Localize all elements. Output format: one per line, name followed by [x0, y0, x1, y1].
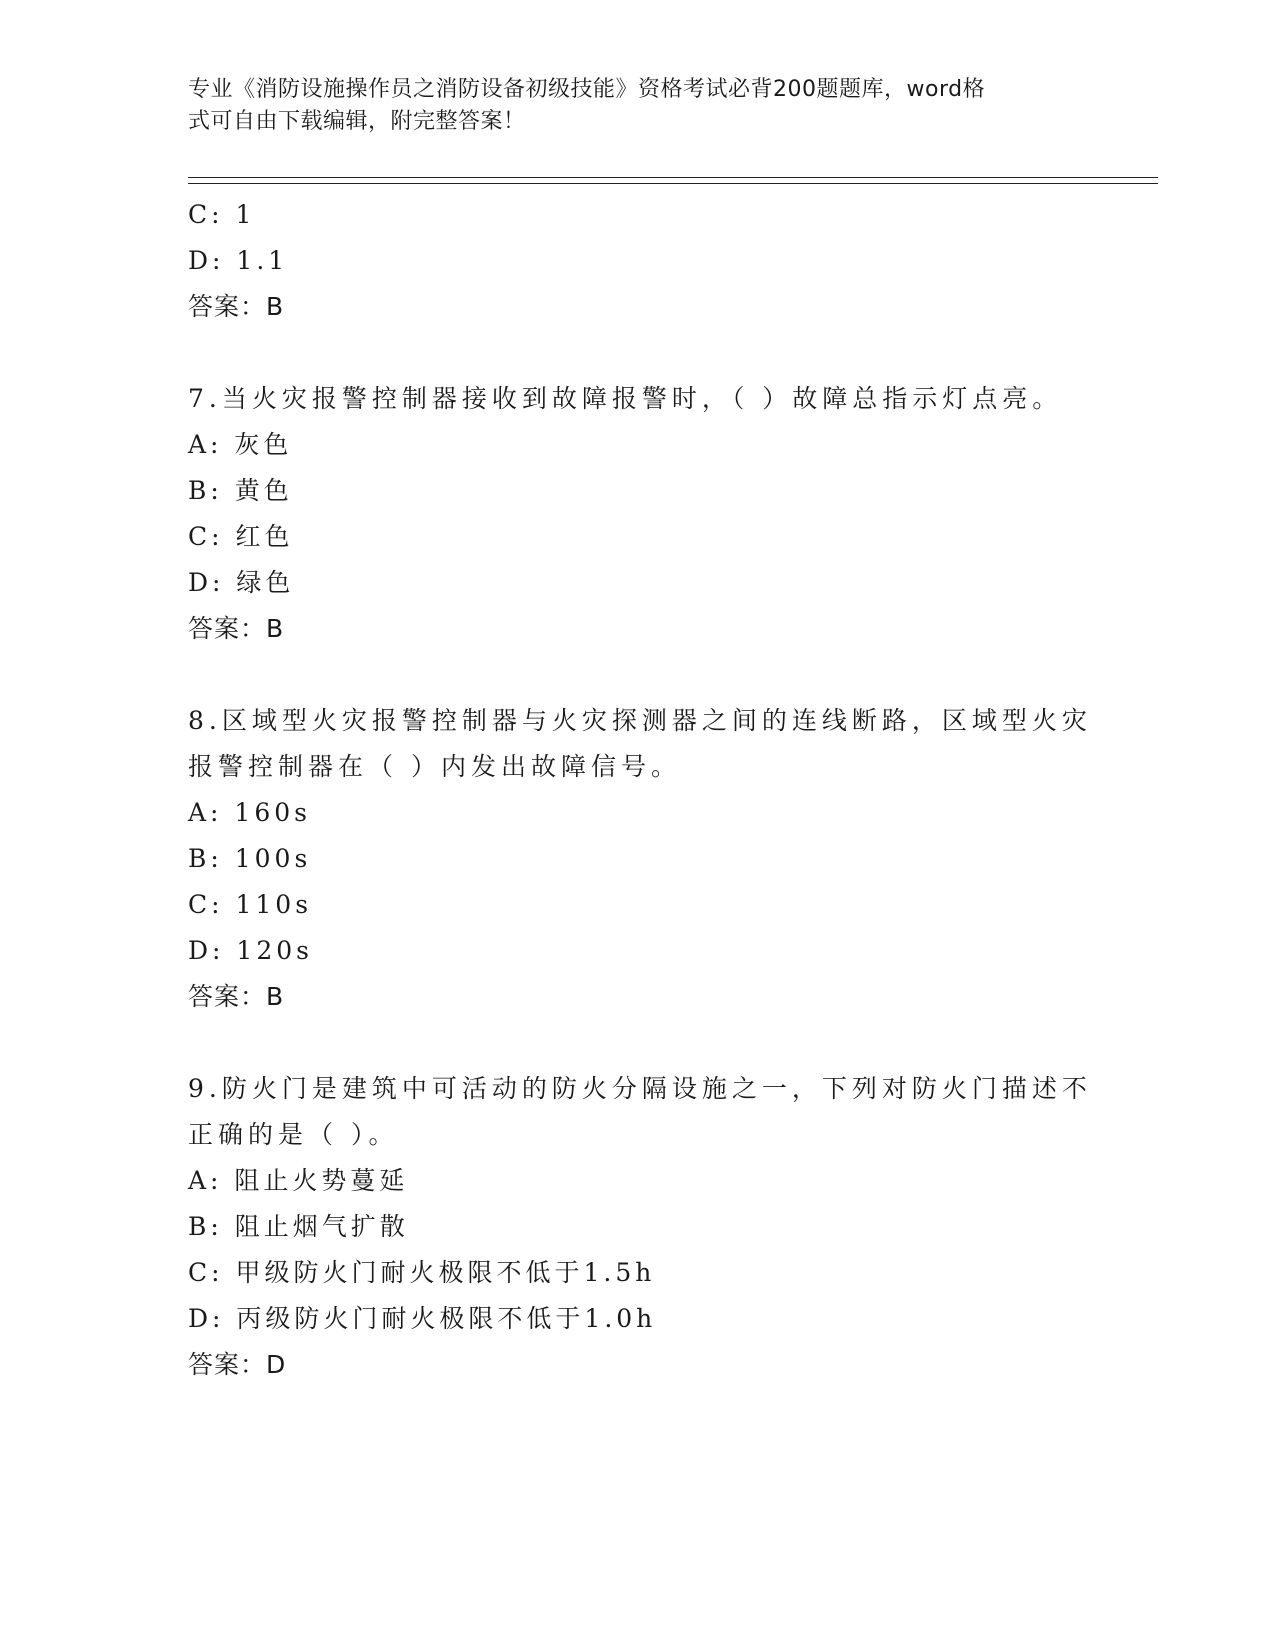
option-c: C: 红色 — [188, 522, 294, 551]
option-c: C: 甲级防火门耐火极限不低于1.5h — [188, 1258, 656, 1287]
question-6-tail — [188, 192, 1088, 330]
option-b: B: 100s — [188, 844, 312, 873]
option-b: B: 阻止烟气扩散 — [188, 1212, 409, 1241]
header-line-2: 式可自由下载编辑，附完整答案！ — [188, 109, 526, 134]
question-stem-continued: 报警控制器在（ ）内发出故障信号。 — [188, 752, 681, 781]
header-divider-top — [188, 177, 1158, 178]
option-a: A: 160s — [188, 798, 311, 827]
option-a: A: 阻止火势蔓延 — [188, 1166, 409, 1195]
option-d: D: 丙级防火门耐火极限不低于1.0h — [188, 1304, 657, 1333]
answer-line: 答案：D — [188, 1350, 287, 1379]
question-list — [188, 192, 1092, 1388]
option-c: C: 110s — [188, 890, 313, 919]
question-spacer — [188, 1020, 1088, 1066]
option-b: B: 黄色 — [188, 476, 293, 505]
option-c: C: 1 — [188, 200, 256, 229]
question-9 — [188, 1066, 1092, 1388]
answer-line: 答案：B — [188, 292, 285, 321]
header-line-1: 专业《消防设施操作员之消防设备初级技能》资格考试必背200题题库，word格 — [188, 77, 986, 102]
question-stem: 8.区域型火灾报警控制器与火灾探测器之间的连线断路，区域型火灾 — [188, 706, 1092, 735]
question-stem: 7.当火灾报警控制器接收到故障报警时，（ ）故障总指示灯点亮。 — [188, 384, 1063, 413]
header-divider-bottom — [188, 183, 1158, 184]
answer-line: 答案：B — [188, 614, 285, 643]
answer-line: 答案：B — [188, 982, 285, 1011]
option-d: D: 绿色 — [188, 568, 295, 597]
option-d: D: 1.1 — [188, 246, 289, 275]
option-a: A: 灰色 — [188, 430, 293, 459]
question-7 — [188, 376, 1088, 652]
question-8 — [188, 698, 1092, 1020]
question-spacer — [188, 330, 1088, 376]
question-spacer — [188, 652, 1088, 698]
option-d: D: 120s — [188, 936, 313, 965]
question-stem: 9.防火门是建筑中可活动的防火分隔设施之一，下列对防火门描述不 — [188, 1074, 1092, 1103]
question-stem-continued: 正确的是（ ）。 — [188, 1120, 399, 1149]
document-header — [188, 74, 1068, 138]
